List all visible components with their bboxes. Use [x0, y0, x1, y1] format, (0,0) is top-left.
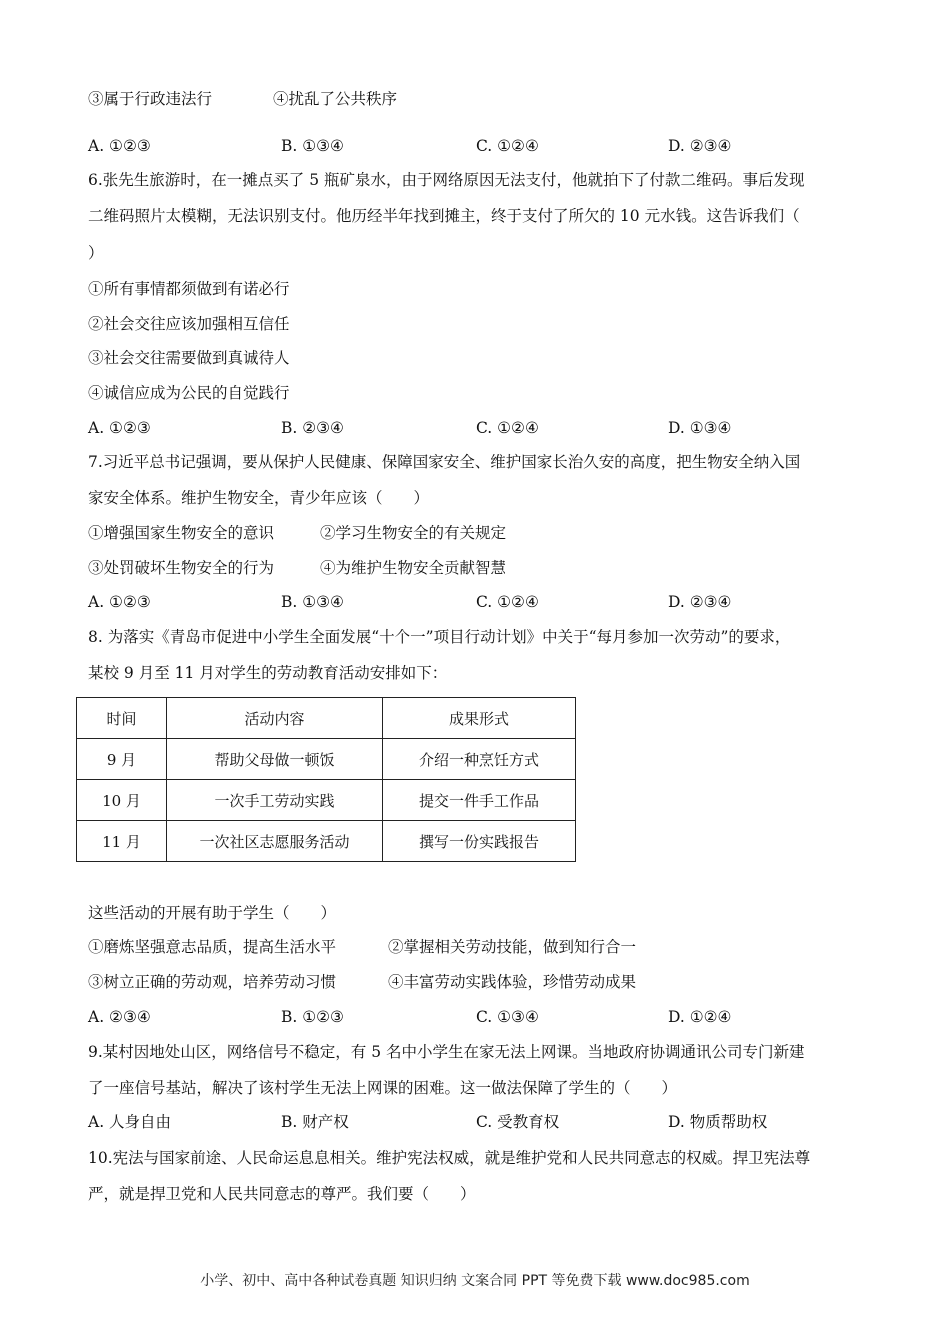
- q9-option-b[interactable]: B. 财产权: [281, 1113, 349, 1131]
- q6-stem-line-2: 二维码照片太模糊，无法识别支付。他历经半年找到摊主，终于支付了所欠的 10 元水钱。这告诉我们（: [88, 207, 800, 225]
- q6-stem-line-1: 6.张先生旅游时，在一摊点买了 5 瓶矿泉水，由于网络原因无法支付，他就拍下了付款二维码。事后发现: [88, 171, 805, 189]
- table-row: [77, 780, 576, 821]
- q5-items-row: [88, 89, 788, 109]
- q7-item-2: ②学习生物安全的有关规定: [320, 524, 507, 542]
- table-header-cell: 成果形式: [383, 698, 576, 739]
- q8-item-3: ③树立正确的劳动观，培养劳动习惯: [88, 973, 337, 991]
- table-header-cell: 活动内容: [167, 698, 383, 739]
- q6-option-a[interactable]: A. ①②③: [88, 419, 151, 437]
- q7-option-a[interactable]: A. ①②③: [88, 593, 151, 611]
- q6-item-2: ②社会交往应该加强相互信任: [88, 315, 290, 333]
- q9-option-c[interactable]: C. 受教育权: [476, 1113, 560, 1131]
- q7-option-b[interactable]: B. ①③④: [281, 593, 344, 611]
- q8-option-c[interactable]: C. ①③④: [476, 1008, 539, 1026]
- q6-item-3: ③社会交往需要做到真诚待人: [88, 349, 290, 367]
- q8-option-d[interactable]: D. ①②④: [668, 1008, 732, 1026]
- table-cell: 介绍一种烹饪方式: [383, 739, 576, 780]
- q9-stem-line-1: 9.某村因地处山区，网络信号不稳定，有 5 名中小学生在家无法上网课。当地政府协调通讯公司专门新建: [88, 1043, 805, 1061]
- q6-options: [88, 418, 888, 438]
- q8-question-stem: 这些活动的开展有助于学生（ ）: [88, 904, 337, 922]
- q8-option-a[interactable]: A. ②③④: [88, 1008, 151, 1026]
- table-cell: 10 月: [77, 780, 167, 821]
- table-header-row: [77, 698, 576, 739]
- q6-option-b[interactable]: B. ②③④: [281, 419, 344, 437]
- q7-items-row-1: [88, 523, 788, 543]
- table-row: [77, 821, 576, 862]
- q7-item-3: ③处罚破坏生物安全的行为: [88, 559, 275, 577]
- q5-item-3: ③属于行政违法行: [88, 90, 213, 108]
- q6-option-c[interactable]: C. ①②④: [476, 419, 539, 437]
- q8-items-row-2: [88, 972, 788, 992]
- q6-stem-line-3: ）: [88, 244, 104, 262]
- q7-stem-line-2: 家安全体系。维护生物安全，青少年应该（ ）: [88, 489, 430, 507]
- q9-option-d[interactable]: D. 物质帮助权: [668, 1113, 768, 1131]
- q10-stem-line-1: 10.宪法与国家前途、人民命运息息相关。维护宪法权威，就是维护党和人民共同意志的权威。捍卫宪法尊: [88, 1149, 811, 1167]
- q7-item-4: ④为维护生物安全贡献智慧: [320, 559, 507, 577]
- q9-options: [88, 1112, 888, 1132]
- q7-item-1: ①增强国家生物安全的意识: [88, 524, 275, 542]
- table-cell: 帮助父母做一顿饭: [167, 739, 383, 780]
- q6-option-d[interactable]: D. ①③④: [668, 419, 732, 437]
- q8-options: [88, 1007, 888, 1027]
- activity-schedule-table: [76, 697, 576, 862]
- q9-stem-line-2: 了一座信号基站，解决了该村学生无法上网课的困难。这一做法保障了学生的（ ）: [88, 1079, 678, 1097]
- q8-stem-line-2: 某校 9 月至 11 月对学生的劳动教育活动安排如下：: [88, 664, 448, 682]
- q8-option-b[interactable]: B. ①②③: [281, 1008, 344, 1026]
- q8-item-4: ④丰富劳动实践体验，珍惜劳动成果: [388, 973, 637, 991]
- q5-option-c[interactable]: C. ①②④: [476, 137, 539, 155]
- q10-stem-line-2: 严，就是捍卫党和人民共同意志的尊严。我们要（ ）: [88, 1185, 476, 1203]
- q5-option-a[interactable]: A. ①②③: [88, 137, 151, 155]
- page-footer: 小学、初中、高中各种试卷真题 知识归纳 文案合同 PPT 等免费下载 www.doc985.com: [200, 1273, 750, 1289]
- q7-stem-line-1: 7.习近平总书记强调，要从保护人民健康、保障国家安全、维护国家长治久安的高度，把生物安全纳入国: [88, 453, 801, 471]
- table-cell: 9 月: [77, 739, 167, 780]
- q7-options: [88, 592, 888, 612]
- table-header-cell: 时间: [77, 698, 167, 739]
- table-cell: 提交一件手工作品: [383, 780, 576, 821]
- q7-items-row-2: [88, 558, 788, 578]
- q8-item-2: ②掌握相关劳动技能，做到知行合一: [388, 938, 637, 956]
- q7-option-d[interactable]: D. ②③④: [668, 593, 732, 611]
- q7-option-c[interactable]: C. ①②④: [476, 593, 539, 611]
- table-cell: 一次社区志愿服务活动: [167, 821, 383, 862]
- table-cell: 一次手工劳动实践: [167, 780, 383, 821]
- q8-item-1: ①磨炼坚强意志品质，提高生活水平: [88, 938, 337, 956]
- q6-item-4: ④诚信应成为公民的自觉践行: [88, 384, 290, 402]
- q5-option-b[interactable]: B. ①③④: [281, 137, 344, 155]
- q5-item-4: ④扰乱了公共秩序: [273, 90, 398, 108]
- q8-items-row-1: [88, 937, 788, 957]
- q9-option-a[interactable]: A. 人身自由: [88, 1113, 172, 1131]
- table-cell: 撰写一份实践报告: [383, 821, 576, 862]
- q5-option-d[interactable]: D. ②③④: [668, 137, 732, 155]
- table-cell: 11 月: [77, 821, 167, 862]
- q8-stem-line-1: 8. 为落实《青岛市促进中小学生全面发展“十个一”项目行动计划》中关于“每月参加一次劳动”的要求，: [88, 628, 791, 646]
- q6-item-1: ①所有事情都须做到有诺必行: [88, 280, 290, 298]
- q5-options: [88, 136, 888, 156]
- table-row: [77, 739, 576, 780]
